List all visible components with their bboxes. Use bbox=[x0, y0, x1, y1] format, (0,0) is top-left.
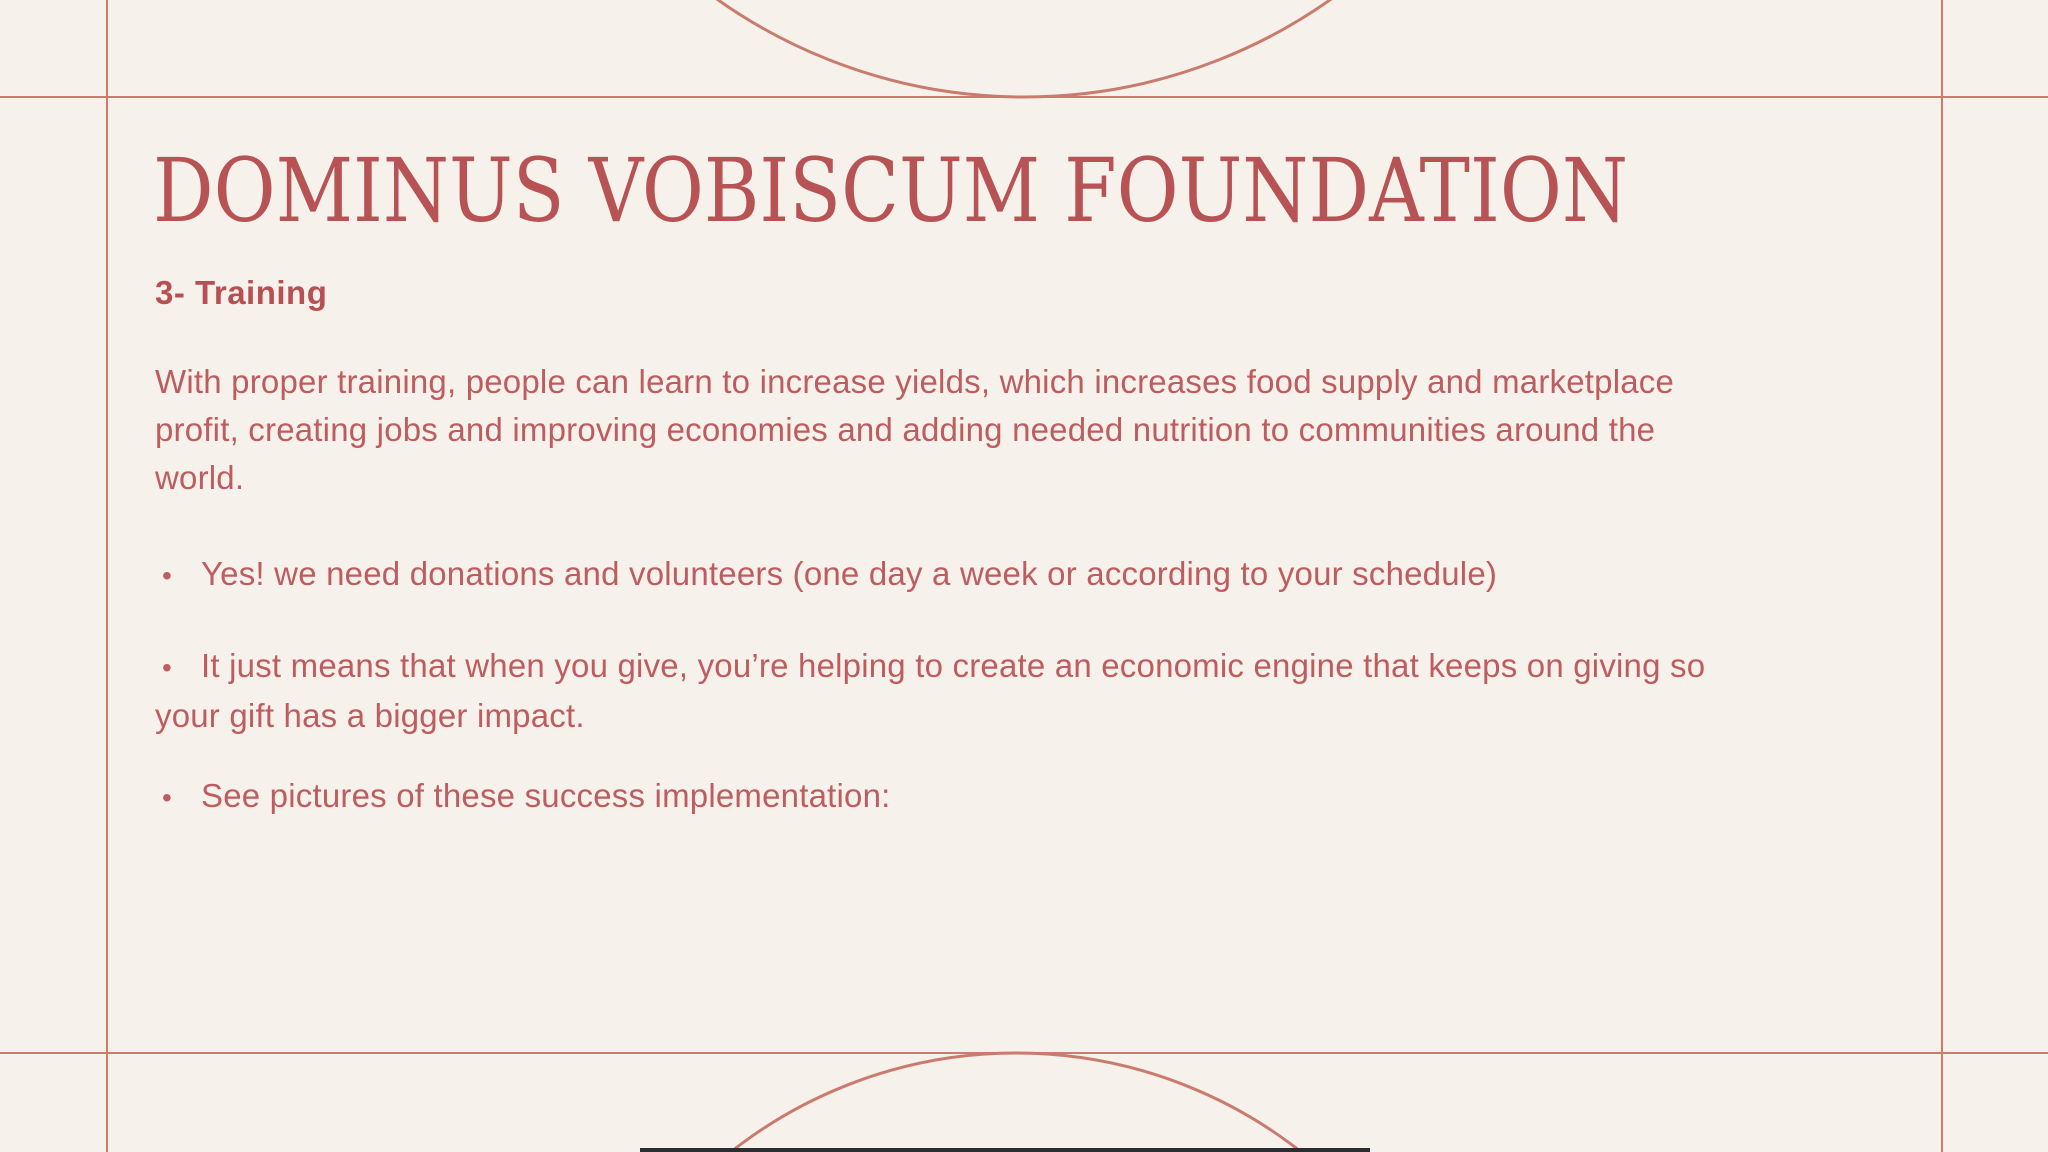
bullet-marker: • bbox=[162, 560, 173, 591]
bullet-item bbox=[155, 772, 1875, 822]
bullet-text: Yes! we need donations and volunteers (one day a week or according to your schedule) bbox=[201, 555, 1498, 592]
bottom-circle-arc bbox=[556, 1053, 1476, 1152]
bottom-bar bbox=[640, 1148, 1370, 1152]
right-border-line bbox=[1941, 0, 1943, 1152]
page-title-text: DOMINUS VOBISCUM FOUNDATION bbox=[153, 139, 1628, 242]
paragraph-line: With proper training, people can learn to increase yields, which increases food supply and marketplace bbox=[155, 363, 1675, 400]
top-circle-arc bbox=[494, 0, 1554, 97]
section-heading: 3- Training bbox=[155, 274, 328, 311]
bullet-item bbox=[155, 642, 1875, 740]
page-title bbox=[153, 139, 1643, 258]
bullet-text: It just means that when you give, you’re helping to create an economic engine that keeps on giving so bbox=[201, 647, 1706, 684]
left-border-line bbox=[106, 0, 108, 1152]
bottom-border-line bbox=[0, 1052, 2048, 1054]
bullet-marker: • bbox=[162, 652, 173, 683]
paragraph-line: world. bbox=[155, 459, 245, 496]
bullet-marker: • bbox=[162, 782, 173, 813]
paragraph-line: profit, creating jobs and improving economies and adding needed nutrition to communities around the bbox=[155, 411, 1656, 448]
bullet-text: See pictures of these success implementation: bbox=[201, 777, 891, 814]
top-border-line bbox=[0, 96, 2048, 98]
bullet-text: your gift has a bigger impact. bbox=[155, 697, 585, 734]
intro-paragraph bbox=[155, 358, 1875, 502]
bullet-item bbox=[155, 550, 1875, 600]
